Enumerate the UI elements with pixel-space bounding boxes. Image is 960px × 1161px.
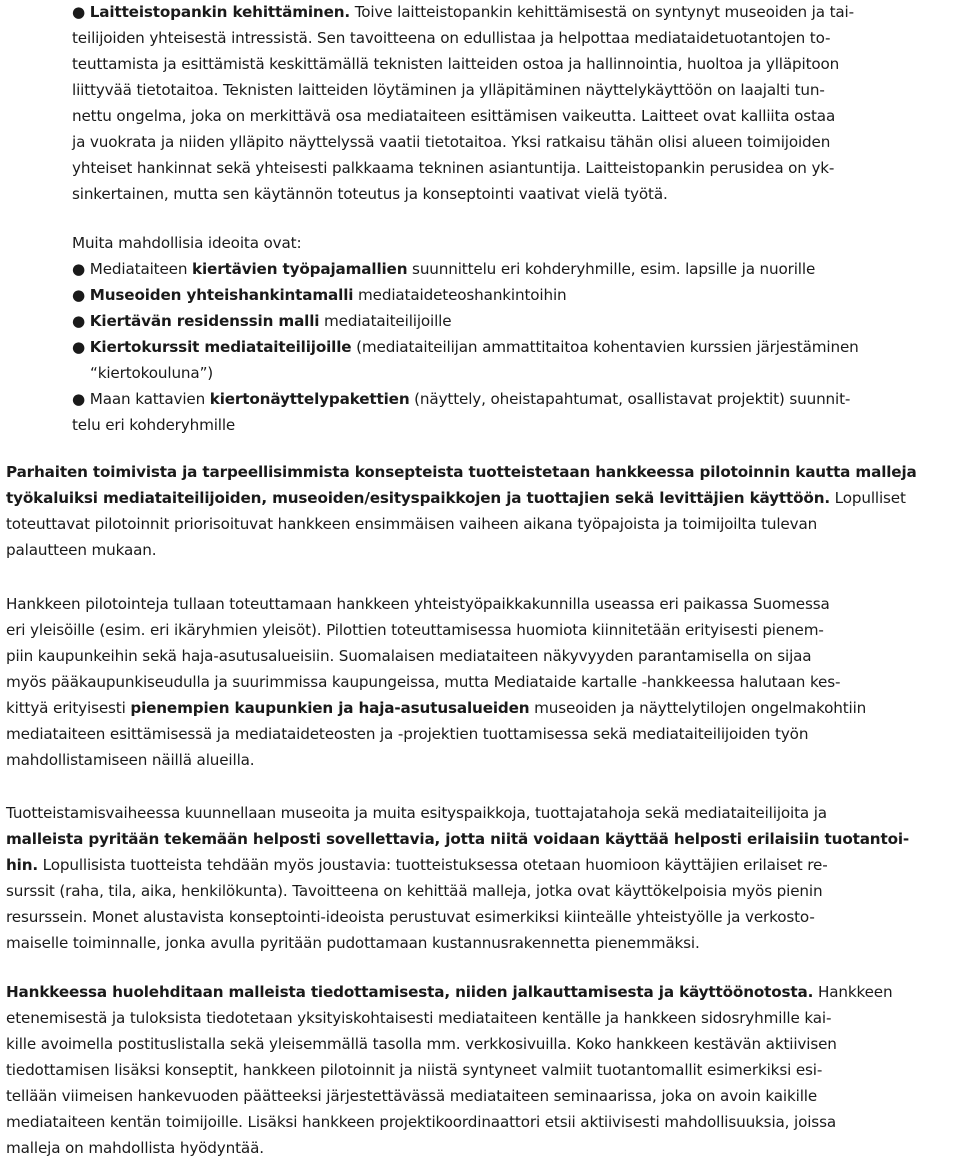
text-line — [6, 1057, 952, 1083]
text-run: Tuotteistamisvaiheessa kuunnellaan museoita ja muita esityspaikkoja, tuottajatahoja sekä mediataiteilijoita ja — [6, 804, 827, 822]
bullet-icon: ● — [72, 3, 90, 21]
text-run: surssit (raha, tila, aika, henkilökunta). Tavoitteena on kehittää malleja, jotka ovat käyttökelpoisia myös pienin — [6, 882, 823, 900]
list-item — [72, 308, 952, 334]
text-run: malleja on mahdollista hyödyntää. — [6, 1139, 264, 1157]
text-line — [6, 747, 952, 773]
text-line — [6, 591, 952, 617]
text-run: tellään viimeisen hankevuoden päätteeksi järjestettävässä mediataiteen seminaarissa, joka on avoin kaikille — [6, 1087, 818, 1105]
text-run: museoiden ja näyttelytilojen ongelmakohtiin — [529, 699, 867, 717]
text-run: palautteen mukaan. — [6, 541, 157, 559]
text-run: “kiertokouluna”) — [90, 364, 214, 382]
text-run: teilijoiden yhteisestä intressistä. Sen tavoitteena on edullistaa ja helpottaa mediataidetuotantojen to- — [72, 29, 831, 47]
bold-term: kiertävien työpajamallien — [192, 260, 408, 278]
text-line — [72, 0, 952, 25]
text-line — [6, 1005, 952, 1031]
list-item — [72, 334, 952, 360]
text-run: Hankkeen pilotointeja tullaan toteuttamaan hankkeen yhteistyöpaikkakunnilla useassa eri paikassa Suomessa — [6, 595, 830, 613]
bold-term: Kiertävän residenssin malli — [89, 312, 320, 330]
text-run: myös pääkaupunkiseudulla ja suurimmissa kaupungeissa, mutta Mediataide kartalle -hankkeessa halutaan kes- — [6, 673, 841, 691]
text-run: Lopulliset — [830, 489, 906, 507]
text-run: mediataiteen kentän toimijoille. Lisäksi hankkeen projektikoordinaattori etsii aktiivisesti mahdollisuuksia, joissa — [6, 1113, 836, 1131]
bold-term: Museoiden yhteishankintamalli — [89, 286, 354, 304]
text-line — [6, 459, 952, 485]
text-run: piin kaupunkeihin sekä haja-asutusalueisiin. Suomalaisen mediataiteen näkyvyyden parantamisella on sijaa — [6, 647, 812, 665]
text-line — [6, 643, 952, 669]
text-line — [72, 25, 952, 51]
text-line — [6, 1031, 952, 1057]
list-item-continuation — [72, 412, 952, 438]
text-line — [6, 904, 952, 930]
text-run: resurssein. Monet alustavista konseptointi-ideoista perustuvat esimerkiksi kiinteälle yhteistyölle ja verkosto- — [6, 908, 815, 926]
text-line — [6, 1109, 952, 1135]
text-run: tiedottamisen lisäksi konseptit, hankkeen pilotoinnit ja niistä syntyneet valmiit tuotantomallit esimerkiksi esi- — [6, 1061, 823, 1079]
text-line — [72, 155, 952, 181]
paragraph-pilot-locations — [6, 591, 952, 773]
text-run: ● Maan kattavien — [72, 390, 210, 408]
bold-heading: Laitteistopankin kehittäminen. — [89, 3, 351, 21]
text-run: liittyvää tietotaitoa. Teknisten laitteiden löytäminen ja ylläpitäminen näyttelykäyttöön on laajalti tun- — [72, 81, 825, 99]
bold-run: Parhaiten toimivista ja tarpeellisimmista konsepteista tuotteistetaan hankkeessa pilotoinnin kautta malleja — [6, 463, 917, 481]
text-line — [6, 669, 952, 695]
text-line — [72, 181, 952, 207]
text-line — [6, 1135, 952, 1161]
text-line — [6, 511, 952, 537]
text-run: suunnittelu eri kohderyhmille, esim. lapsille ja nuorille — [407, 260, 816, 278]
text-run: ja vuokrata ja niiden ylläpito näyttelyssä vaatii tietotaitoa. Yksi ratkaisu tähän olisi alueen toimijoiden — [72, 133, 831, 151]
bold-run: työkaluiksi mediataiteilijoiden, museoiden/esityspaikkojen ja tuottajien sekä levittäjien käyttöön. — [6, 489, 830, 507]
text-line — [6, 537, 952, 563]
text-line — [6, 878, 952, 904]
text-line — [6, 800, 952, 826]
text-line — [6, 826, 952, 852]
text-run: mediataideteoshankintoihin — [353, 286, 567, 304]
text-run: nettu ongelma, joka on merkittävä osa mediataiteen esittämisen vaikeutta. Laitteet ovat kalliita ostaa — [72, 107, 836, 125]
text-line — [72, 129, 952, 155]
text-run: kittyä erityisesti — [6, 699, 131, 717]
paragraph-laitteistopankki — [72, 0, 952, 207]
bullet-icon: ● — [72, 312, 90, 330]
text-run: ● Mediataiteen — [72, 260, 193, 278]
text-run: mediataiteen esittämisessä ja mediataideteosten ja -projektien tuottamisessa sekä mediataiteilijoiden työn — [6, 725, 809, 743]
ideas-heading: Muita mahdollisia ideoita ovat: — [72, 234, 302, 252]
text-run: Lopullisista tuotteista tehdään myös joustavia: tuotteistuksessa otetaan huomioon käyttäjien erilaiset re- — [38, 856, 828, 874]
bold-run: Hankkeessa huolehditaan malleista tiedottamisesta, niiden jalkauttamisesta ja käyttöönotosta. — [6, 983, 814, 1001]
text-run: maiselle toiminnalle, jonka avulla pyritään pudottamaan kustannusrakennetta pienemmäksi. — [6, 934, 700, 952]
text-line — [6, 721, 952, 747]
paragraph-communication — [6, 979, 952, 1161]
text-line — [6, 852, 952, 878]
bullet-icon: ● — [72, 286, 90, 304]
text-line — [6, 485, 952, 511]
list-item — [72, 256, 952, 282]
text-run: mahdollistamiseen näillä alueilla. — [6, 751, 255, 769]
text-run: sinkertainen, mutta sen käytännön toteutus ja konseptointi vaativat vielä työtä. — [72, 185, 668, 203]
paragraph-productization — [6, 800, 952, 956]
text-run: (mediataiteilijan ammattitaitoa kohentavien kurssien järjestäminen — [351, 338, 859, 356]
text-line — [72, 51, 952, 77]
bold-run: malleista pyritään tekemään helposti sovellettavia, jotta niitä voidaan käyttää helposti erilaisiin tuotantoi- — [6, 830, 910, 848]
text-line — [72, 77, 952, 103]
bold-run: hin. — [6, 856, 38, 874]
text-run: etenemisestä ja tuloksista tiedotetaan yksityiskohtaisesti mediataiteen kentälle ja hankkeen sidosryhmille kai- — [6, 1009, 832, 1027]
text-run: eri yleisöille (esim. eri ikäryhmien yleisöt). Pilottien toteuttamisessa huomiota kiinnitetään erityisesti pienem- — [6, 621, 824, 639]
list-item — [72, 386, 952, 412]
text-run: kille avoimella postituslistalla sekä yleisemmällä tasolla mm. verkkosivuilla. Koko hankkeen kestävän aktiivisen — [6, 1035, 837, 1053]
text-run: telu eri kohderyhmille — [72, 416, 236, 434]
text-run: mediataiteilijoille — [319, 312, 452, 330]
text-line — [6, 979, 952, 1005]
bold-term: Kiertokurssit mediataiteilijoille — [89, 338, 352, 356]
ideas-list — [72, 230, 952, 438]
text-line — [6, 1083, 952, 1109]
bold-run: pienempien kaupunkien ja haja-asutusalueiden — [130, 699, 530, 717]
paragraph-pilots-intro — [6, 459, 952, 563]
text-line — [6, 930, 952, 956]
list-item — [72, 282, 952, 308]
text-run: yhteiset hankinnat sekä yhteisesti palkkaama tekninen asiantuntija. Laitteistopankin perusidea on yk- — [72, 159, 835, 177]
text-run: toteuttavat pilotoinnit priorisoituvat hankkeen ensimmäisen vaiheen aikana työpajoista ja toimijoilta tulevan — [6, 515, 818, 533]
text-run: Hankkeen — [813, 983, 893, 1001]
bold-term: kiertonäyttelypakettien — [209, 390, 410, 408]
text-line — [6, 695, 952, 721]
list-item-continuation — [72, 360, 952, 386]
text-line — [72, 103, 952, 129]
bullet-icon: ● — [72, 338, 90, 356]
text-run: teuttamista ja esittämistä keskittämällä teknisten laitteiden ostoa ja hallinnointia, huoltoa ja ylläpitoon — [72, 55, 840, 73]
text-line — [6, 617, 952, 643]
text-run: Toive laitteistopankin kehittämisestä on syntynyt museoiden ja tai- — [350, 3, 854, 21]
text-run: (näyttely, oheistapahtumat, osallistavat projektit) suunnit- — [409, 390, 851, 408]
